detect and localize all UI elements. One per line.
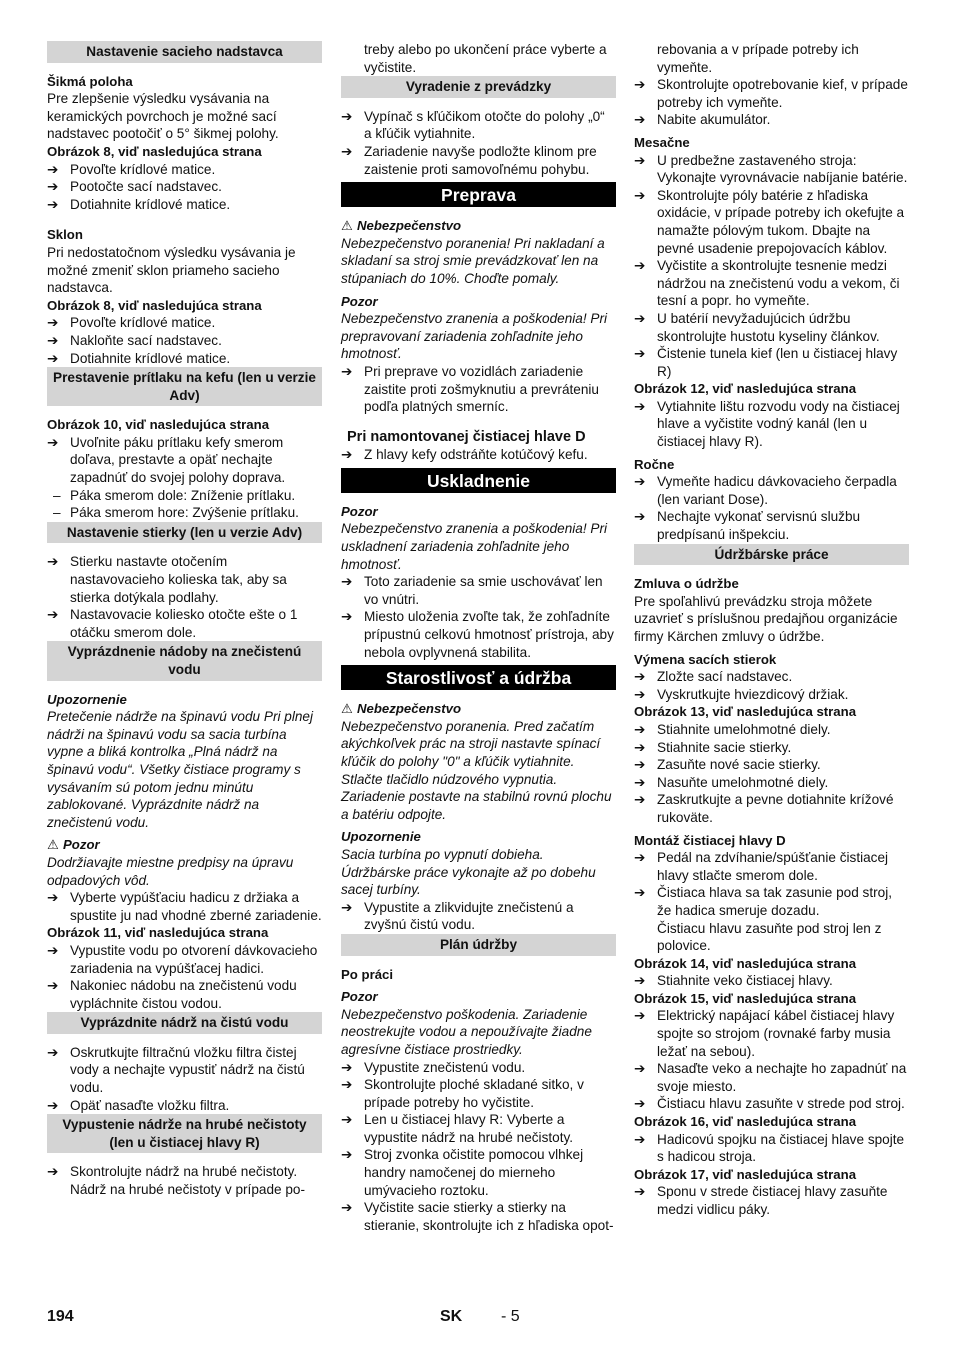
bullet-item — [634, 76, 909, 111]
section-heading: Vyprázdnenie nádoby na znečistenú vodu — [47, 641, 322, 680]
column-2 — [341, 41, 616, 1234]
bullet-item — [634, 1007, 909, 1060]
item-text: Nasaďte veko a nechajte ho zapadnúť na svoje miesto. — [657, 1061, 907, 1094]
bullet-item — [341, 573, 616, 608]
bullet-item — [341, 1076, 616, 1111]
notice-label: Pozor — [341, 293, 378, 309]
bullet-item — [634, 1060, 909, 1095]
arrow-icon: ➔ — [634, 792, 646, 808]
bullet-item — [47, 196, 322, 214]
arrow-icon: ➔ — [634, 310, 646, 326]
arrow-icon: ➔ — [634, 850, 646, 866]
notice-label — [341, 700, 616, 718]
bullet-item — [634, 686, 909, 704]
chapter-heading: Starostlivosť a údržba — [341, 665, 616, 690]
dash-marker: – — [53, 505, 61, 521]
figure-reference: Obrázok 14, viď nasledujúca strana — [634, 955, 857, 971]
bullet-item — [634, 310, 909, 345]
item-text: Vypustite znečistenú vodu. — [364, 1059, 526, 1075]
arrow-icon: ➔ — [634, 1131, 646, 1147]
arrow-icon: ➔ — [634, 1061, 646, 1077]
spacer — [341, 416, 616, 424]
bullet-item — [47, 314, 322, 332]
item-text: Dotiahnite krídlové matice. — [70, 196, 231, 212]
section-heading: Plán údržby — [341, 934, 616, 956]
arrow-icon: ➔ — [634, 721, 646, 737]
arrow-icon: ➔ — [634, 669, 646, 685]
item-text: Nakoniec nádobu na znečistenú vodu vypláchnite čistou vodou. — [70, 978, 297, 1011]
language-code: SK — [440, 1308, 463, 1325]
paragraph: Pre spoľahlivú prevádzku stroja môžete uzavrieť s príslušnou predajňou organizácie firmy Kärchen zmluvy o údržbe. — [634, 593, 898, 644]
item-text: Povoľte krídlové matice. — [70, 161, 216, 177]
arrow-icon: ➔ — [47, 350, 59, 366]
arrow-icon: ➔ — [634, 152, 646, 168]
section-heading: Údržbárske práce — [634, 544, 909, 566]
item-text: Vypustite vodu po otvorení dávkovacieho zariadenia na vypúšťacej hadici. — [70, 942, 318, 976]
bullet-item — [47, 1163, 322, 1198]
italic-paragraph: Nebezpečenstvo poranenia. Pred začatím akýchkoľvek prác na stroji nastavte spínací kľúčik do polohy "0" a kľúčik vytiahnite. Stlačte tlačidlo núdzového vypnutia. Zariadenie postavte na stabilnú rovnú plochu a batériu odpojte. — [341, 718, 612, 822]
notice-label — [341, 217, 616, 235]
bullet-item — [47, 161, 322, 179]
bullet-item — [47, 1044, 322, 1097]
arrow-icon: ➔ — [634, 774, 646, 790]
bullet-item — [634, 345, 909, 380]
italic-paragraph: Nebezpečenstvo zranenia a poškodenia! Pri prepravovaní zariadenia zohľadnite jeho hmotnosť. — [341, 311, 608, 362]
bullet-item — [634, 668, 909, 686]
figure-reference: Obrázok 15, viď nasledujúca strana — [634, 990, 857, 1006]
item-text: Čistiacu hlavu zasuňte v strede pod stroj. — [657, 1096, 905, 1112]
bullet-item — [341, 108, 616, 143]
bullet-item — [47, 977, 322, 1012]
item-text: Nasuňte umelohmotné diely. — [657, 774, 829, 790]
arrow-icon: ➔ — [47, 161, 59, 177]
bullet-item — [47, 942, 322, 977]
item-text: U batérií nevyžadujúcich údržbu skontrolujte hustotu kyseliny článkov. — [657, 310, 880, 344]
bullet-item — [341, 608, 616, 661]
warning-icon: ⚠ — [341, 218, 353, 234]
bullet-item — [47, 553, 322, 606]
bullet-item — [634, 508, 909, 543]
item-text: Pri preprave vo vozidlách zariadenie zaistite proti zošmyknutiu a prevráteniu podľa platných smerníc. — [364, 363, 599, 415]
item-text: Sponu v strede čistiacej hlavy zasuňte medzi vidlicu páky. — [657, 1184, 888, 1217]
bullet-item — [634, 721, 909, 739]
bullet-item — [341, 1059, 616, 1077]
item-text: Len u čistiacej hlavy R: Vyberte a vypustite nádrž na hrubé nečistoty. — [364, 1112, 574, 1145]
bullet-item — [634, 398, 909, 451]
section-heading: Vyradenie z prevádzky — [341, 76, 616, 98]
item-text: Páka smerom hore: Zvýšenie prítlaku. — [70, 505, 299, 521]
item-text: rebovania a v prípade potreby ich vymeňte. — [657, 42, 859, 75]
arrow-icon: ➔ — [47, 1097, 59, 1113]
bullet-item — [634, 791, 909, 826]
bullet-item — [47, 1097, 322, 1115]
item-text: Skontrolujte ploché skladané sitko, v prípade potreby ho vyčistite. — [364, 1077, 584, 1110]
item-text: Zasuňte nové sacie stierky. — [657, 757, 821, 773]
item-text: Hadicovú spojku na čistiacej hlave spojte s hadicou stroja. — [657, 1131, 905, 1165]
subheading: Ročne — [634, 456, 675, 472]
arrow-icon: ➔ — [47, 890, 59, 906]
italic-paragraph: Dodržiavajte miestne predpisy na úpravu odpadových vôd. — [47, 854, 294, 888]
item-text: Oskrutkujte filtračnú vložku filtra čistej vody a nechajte vypustiť nádrž na čistú vodu. — [70, 1044, 305, 1096]
arrow-icon: ➔ — [47, 554, 59, 570]
arrow-icon: ➔ — [341, 899, 353, 915]
subheading: Po práci — [341, 966, 394, 982]
item-text: Pedál na zdvíhanie/spúšťanie čistiacej hlavy stlačte smerom dole. — [657, 850, 889, 883]
section-heading: Nastavenie sacieho nadstavca — [47, 41, 322, 63]
bullet-item — [634, 756, 909, 774]
bullet-item — [47, 434, 322, 487]
bullet-item — [341, 1199, 616, 1234]
item-text: Skontrolujte opotrebovanie kief, v prípade potreby ich vymeňte. — [657, 77, 908, 110]
bullet-item — [341, 363, 616, 416]
item-text: Vyskrutkujte hviezdicový držiak. — [657, 686, 849, 702]
notice-label: Upozornenie — [47, 691, 127, 707]
arrow-icon: ➔ — [47, 607, 59, 623]
item-text: Dotiahnite krídlové matice. — [70, 350, 231, 366]
arrow-icon: ➔ — [47, 1044, 59, 1060]
item-text: Vymeňte hadicu dávkovacieho čerpadla (len variant Dose). — [657, 474, 897, 507]
figure-reference: Obrázok 10, viď nasledujúca strana — [47, 417, 270, 433]
item-text: Vyčistite a skontrolujte tesnenie medzi nádržou na znečistenú vodu a vekom, či tesní a popr. ho vymeňte. — [657, 258, 900, 309]
bullet-item — [634, 111, 909, 129]
item-text: treby alebo po ukončení práce vyberte a vyčistite. — [364, 42, 607, 75]
arrow-icon: ➔ — [341, 574, 353, 590]
subheading: Montáž čistiacej hlavy D — [634, 832, 786, 848]
arrow-icon: ➔ — [341, 108, 353, 124]
arrow-icon: ➔ — [634, 187, 646, 203]
arrow-icon: ➔ — [634, 885, 646, 901]
item-text: Nakloňte sací nadstavec. — [70, 332, 222, 348]
notice-label-text: Nebezpečenstvo — [357, 218, 462, 234]
arrow-icon: ➔ — [634, 973, 646, 989]
arrow-icon: ➔ — [47, 1164, 59, 1180]
bullet-item — [47, 178, 322, 196]
arrow-icon: ➔ — [634, 1008, 646, 1024]
item-text: Z hlavy kefy odstráňte kotúčový kefu. — [364, 447, 588, 463]
item-text: Čistenie tunela kief (len u čistiacej hlavy R) — [657, 346, 898, 379]
bullet-item — [341, 446, 616, 464]
subheading: Výmena sacích stierok — [634, 651, 777, 667]
item-text: Vyberte vypúšťaciu hadicu z držiaka a spustite ju nad vhodné zberné zariadenie. — [70, 890, 322, 923]
bullet-item — [634, 972, 909, 990]
italic-paragraph: Nebezpečenstvo poškodenia. Zariadenie neostrekujte vodou a nepoužívajte žiadne agresívne čistiace prostriedky. — [341, 1006, 592, 1057]
item-text: Vypínač s kľúčikom otočte do polohy „0“ a kľúčik vytiahnite. — [364, 108, 605, 142]
arrow-icon: ➔ — [47, 315, 59, 331]
arrow-icon: ➔ — [341, 447, 353, 463]
arrow-icon: ➔ — [634, 346, 646, 362]
arrow-icon: ➔ — [47, 332, 59, 348]
page-number: 194 — [47, 1308, 74, 1325]
bullet-item — [47, 606, 322, 641]
bullet-item — [341, 143, 616, 178]
subheading: Pri namontovanej čistiacej hlave D — [347, 428, 586, 445]
bullet-item — [634, 473, 909, 508]
figure-reference: Obrázok 13, viď nasledujúca strana — [634, 704, 857, 720]
figure-reference: Obrázok 8, viď nasledujúca strana — [47, 297, 262, 313]
item-text: Čistiaca hlava sa tak zasunie pod stroj, že hadica smeruje dozadu. — [657, 885, 892, 918]
arrow-icon: ➔ — [47, 434, 59, 450]
section-heading: Vypustenie nádrže na hrubé nečistoty (len u čistiacej hlavy R) — [47, 1114, 322, 1153]
arrow-icon: ➔ — [634, 509, 646, 525]
warning-icon: ⚠ — [341, 701, 353, 717]
sub-page-number: - 5 — [501, 1308, 520, 1325]
notice-label: Pozor — [341, 503, 378, 519]
arrow-icon: ➔ — [341, 1200, 353, 1216]
section-heading: Vyprázdnite nádrž na čistú vodu — [47, 1012, 322, 1034]
arrow-icon: ➔ — [341, 1147, 353, 1163]
item-text: Nechajte vykonať servisnú službu predpísanú inšpekciu. — [657, 509, 861, 543]
item-text: Nastavovacie koliesko otočte ešte o 1 otáčku smerom dole. — [70, 607, 298, 640]
dash-item — [47, 504, 322, 522]
item-text: Čistiacu hlavu zasuňte pod stroj len z polovice. — [657, 920, 882, 954]
arrow-icon: ➔ — [634, 686, 646, 702]
chapter-heading: Uskladnenie — [341, 468, 616, 493]
arrow-icon: ➔ — [634, 398, 646, 414]
item-text: Stiahnite umelohmotné diely. — [657, 721, 831, 737]
item-text: Skontrolujte nádrž na hrubé nečistoty. Nádrž na hrubé nečistoty v prípade po- — [70, 1164, 306, 1198]
item-text: Miesto uloženia zvoľte tak, že zohľadníte prípustnú celkovú hmotnosť prístroja, aby nebola ovplyvnená stabilita. — [364, 609, 614, 660]
paragraph: Pri nedostatočnom výsledku vysávania je možné zmeniť sklon priameho sacieho nadstavca. — [47, 244, 296, 296]
item-text: Zariadenie navyše podložte klinom pre zaistenie proti samovoľnému pohybu. — [364, 143, 597, 177]
bullet-continuation — [634, 920, 909, 955]
notice-label-text: Pozor — [63, 837, 100, 853]
arrow-icon: ➔ — [634, 1096, 646, 1112]
bullet-item — [634, 187, 909, 257]
arrow-icon: ➔ — [634, 474, 646, 490]
bullet-item — [634, 1183, 909, 1218]
italic-paragraph: Sacia turbína po vypnutí dobieha. Údržbárske práce vykonajte až po dobehu sacej turbíny. — [341, 846, 596, 898]
arrow-icon: ➔ — [47, 942, 59, 958]
italic-paragraph: Nebezpečenstvo zranenia a poškodenia! Pri uskladnení zariadenia zohľadnite jeho hmotnosť. — [341, 521, 608, 572]
arrow-icon: ➔ — [341, 609, 353, 625]
bullet-item — [634, 257, 909, 310]
item-text: Stierku nastavte otočením nastavovacieho kolieska tak, aby sa stierka dotýkala podlahy. — [70, 554, 287, 605]
item-text: Uvoľnite páku prítlaku kefy smerom doľava, prestavte a opäť nechajte zapadnúť do svojej polohy doprava. — [70, 434, 286, 486]
notice-label: Upozornenie — [341, 829, 421, 845]
figure-reference: Obrázok 12, viď nasledujúca strana — [634, 381, 857, 397]
bullet-continuation — [634, 41, 909, 76]
item-text: Vytiahnite lištu rozvodu vody na čistiacej hlave a vyčistite vodný kanál (len u čistiacej hlavy R). — [657, 398, 900, 450]
bullet-item — [634, 849, 909, 884]
bullet-item — [341, 1111, 616, 1146]
item-text: Páka smerom dole: Zníženie prítlaku. — [70, 487, 296, 503]
item-text: Skontrolujte póly batérie z hľadiska oxidácie, v prípade potreby ich okefujte a namažte pólovým tukom. Dbajte na pevné usadenie prepojovacích káblov. — [657, 187, 905, 256]
arrow-icon: ➔ — [634, 757, 646, 773]
figure-reference: Obrázok 8, viď nasledujúca strana — [47, 143, 262, 159]
arrow-icon: ➔ — [341, 1077, 353, 1093]
subheading: Sklon — [47, 227, 83, 243]
dash-marker: – — [53, 487, 61, 503]
italic-paragraph: Pretečenie nádrže na špinavú vodu Pri plnej nádrži na špinavú vodu sa sacia turbína vypne a bliká kontrolka „Plná nádrž na špinavú vodu“. Všetky čistiace programy s vysávaním sú potom jednu minútu zablokované. Vyprázdnite nádrž na znečistenú vodu. — [47, 709, 314, 830]
item-text: Stiahnite sacie stierky. — [657, 739, 792, 755]
notice-label — [47, 836, 322, 854]
arrow-icon: ➔ — [341, 143, 353, 159]
item-text: Opäť nasaďte vložku filtra. — [70, 1097, 230, 1113]
arrow-icon: ➔ — [634, 77, 646, 93]
column-1 — [47, 41, 322, 1199]
subheading: Mesačne — [634, 134, 690, 150]
figure-reference: Obrázok 16, viď nasledujúca strana — [634, 1114, 857, 1130]
arrow-icon: ➔ — [634, 739, 646, 755]
subheading: Zmluva o údržbe — [634, 576, 739, 592]
figure-reference: Obrázok 17, viď nasledujúca strana — [634, 1166, 857, 1182]
item-text: Stiahnite veko čistiacej hlavy. — [657, 973, 833, 989]
warning-icon: ⚠ — [47, 837, 59, 853]
item-text: Vypustite a zlikvidujte znečistenú a zvyšnú čistú vodu. — [364, 899, 574, 933]
bullet-item — [634, 1131, 909, 1166]
bullet-item — [634, 1095, 909, 1113]
arrow-icon: ➔ — [47, 196, 59, 212]
bullet-continuation — [341, 41, 616, 76]
bullet-item — [47, 332, 322, 350]
bullet-item — [634, 774, 909, 792]
bullet-item — [47, 350, 322, 368]
subheading: Šikmá poloha — [47, 73, 133, 89]
arrow-icon: ➔ — [341, 1059, 353, 1075]
bullet-item — [634, 739, 909, 757]
section-heading: Prestavenie prítlaku na kefu (len u verzie Adv) — [47, 367, 322, 406]
notice-label-text: Nebezpečenstvo — [357, 701, 462, 717]
item-text: Zložte sací nadstavec. — [657, 669, 793, 685]
item-text: Vyčistite sacie stierky a stierky na stieranie, skontrolujte ich z hľadiska opot- — [364, 1200, 614, 1233]
chapter-heading: Preprava — [341, 182, 616, 207]
item-text: Pootočte sací nadstavec. — [70, 179, 222, 195]
item-text: Nabite akumulátor. — [657, 112, 771, 128]
bullet-item — [634, 152, 909, 187]
arrow-icon: ➔ — [634, 258, 646, 274]
arrow-icon: ➔ — [634, 112, 646, 128]
arrow-icon: ➔ — [341, 363, 353, 379]
paragraph: Pre zlepšenie výsledku vysávania na keramických povrchoch je možné sací nadstavec pootočiť o 5° šikmej polohy. — [47, 91, 279, 142]
spacer — [47, 213, 322, 221]
arrow-icon: ➔ — [47, 978, 59, 994]
column-3 — [634, 41, 909, 1219]
notice-label: Pozor — [341, 989, 378, 1005]
arrow-icon: ➔ — [47, 179, 59, 195]
item-text: Povoľte krídlové matice. — [70, 315, 216, 331]
figure-reference: Obrázok 11, viď nasledujúca strana — [47, 925, 269, 941]
item-text: U predbežne zastaveného stroja: Vykonajte vyrovnávacie nabíjanie batérie. — [657, 152, 908, 186]
item-text: Zaskrutkujte a pevne dotiahnite krížové rukoväte. — [657, 792, 894, 825]
bullet-item — [341, 899, 616, 934]
arrow-icon: ➔ — [634, 1184, 646, 1200]
bullet-item — [341, 1146, 616, 1199]
italic-paragraph: Nebezpečenstvo poranenia! Pri nakladaní a skladaní sa stroj smie prevádzkovať len na stúpaniach do 10%. Choďte pomaly. — [341, 235, 605, 286]
bullet-item — [47, 889, 322, 924]
dash-item — [47, 487, 322, 505]
item-text: Elektrický napájací kábel čistiacej hlavy spojte so strojom (rovnaké farby musia ležať na sebou). — [657, 1008, 895, 1059]
item-text: Toto zariadenie sa smie uschovávať len vo vnútri. — [364, 574, 603, 607]
bullet-item — [634, 884, 909, 919]
arrow-icon: ➔ — [341, 1112, 353, 1128]
section-heading: Nastavenie stierky (len u verzie Adv) — [47, 522, 322, 544]
item-text: Stroj zvonka očistite pomocou vlhkej handry namočenej do mierneho umývacieho roztoku. — [364, 1147, 584, 1198]
